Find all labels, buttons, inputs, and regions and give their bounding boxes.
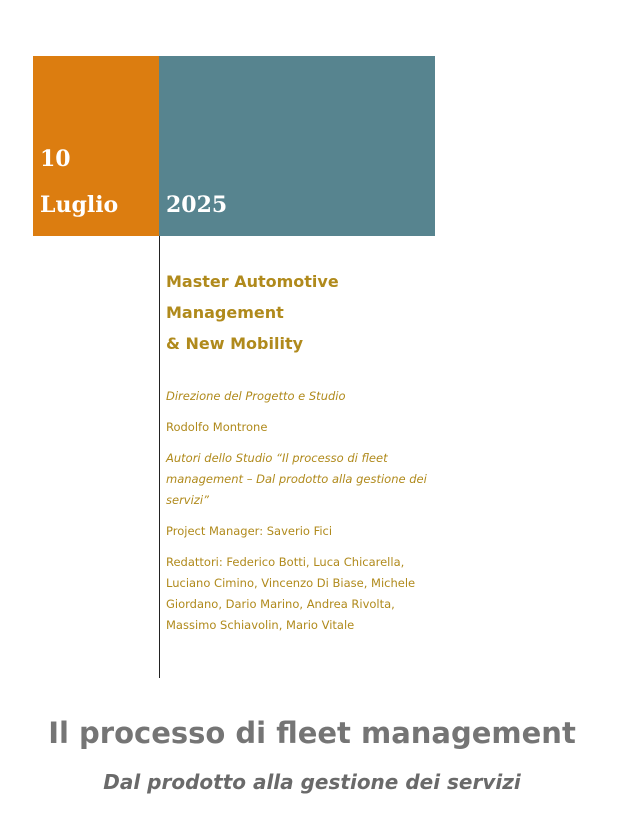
year-block [159, 56, 435, 236]
vertical-divider [159, 236, 160, 678]
date-year: 2025 [166, 192, 228, 218]
program-line-3: & New Mobility [166, 334, 304, 353]
document-subtitle: Dal prodotto alla gestione dei servizi [103, 770, 521, 794]
program-name [166, 266, 428, 359]
date-block [33, 56, 159, 236]
project-manager: Project Manager: Saverio Fici [166, 524, 333, 538]
editors-list: Redattori: Federico Botti, Luca Chicarella, Luciano Cimino, Vincenzo Di Biase, Michele Giordano, Dario Marino, Andrea Rivolta, Massimo Schiavolin, Mario Vitale [166, 555, 416, 632]
authors-label: Autori dello Studio “Il processo di fleet management – Dal prodotto alla gestione dei servizi” [166, 451, 427, 507]
program-line-2: Management [166, 303, 284, 322]
document-title: Il processo di fleet management [48, 716, 576, 750]
direction-label: Direzione del Progetto e Studio [166, 389, 346, 403]
credits-column [166, 266, 428, 636]
director-name: Rodolfo Montrone [166, 420, 268, 434]
date-month: Luglio [40, 192, 119, 218]
date-day: 10 [40, 146, 71, 172]
program-line-1: Master Automotive [166, 272, 339, 291]
